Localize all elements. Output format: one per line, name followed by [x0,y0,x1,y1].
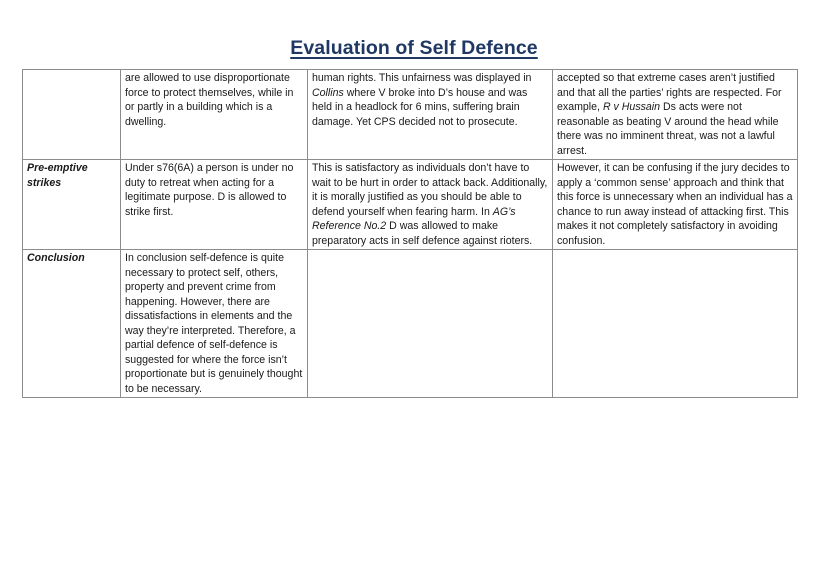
evaluation-cell [308,160,553,250]
table-row [23,70,798,160]
case-name: R v Hussain [602,101,661,113]
case-name: AG’s Reference No.2 [312,205,516,232]
evaluation-table [22,69,798,398]
case-name: Collins [312,86,344,99]
empty-cell [553,250,798,398]
rule-cell: are allowed to use disproportionate force to protect themselves, while in or partly in a building which is a dwelling. [121,70,308,160]
cell-text: accepted so that extreme cases aren’t justified and that all the parties’ rights are respected. For example, [557,72,782,113]
cell-text: human rights. This unfairness was displayed in [312,72,532,84]
empty-cell [308,250,553,398]
cell-text: Ds acts were not reasonable as beating V around the head while there was no imminent threat, was not a lawful arrest. [557,101,779,157]
cell-text: This is satisfactory as individuals don’t have to wait to be hurt in order to attack back. Additionally, it is morally justified as you should be able to defend yourself when fearing harm. In [312,162,548,218]
row-heading-cell [23,70,121,160]
table-row [23,160,798,250]
cell-text: where V broke into D’s house and was held in a headlock for 6 mins, suffering brain damage. Yet CPS decided not to prosecute. [312,86,528,128]
counter-evaluation-cell [553,70,798,160]
row-heading-cell: Pre-emptive strikes [23,160,121,250]
counter-evaluation-cell: However, it can be confusing if the jury decides to apply a ‘common sense’ approach and think that this force is unnecessary when an individual has a chance to run away instead of attacking first. This makes it not completely satisfactory in avoiding confusion. [553,160,798,250]
table-row [23,250,798,398]
page-title: Evaluation of Self Defence [290,37,538,59]
rule-cell: Under s76(6A) a person is under no duty to retreat when acting for a legitimate purpose. D is allowed to strike first. [121,160,308,250]
row-heading-cell: Conclusion [23,250,121,398]
cell-text: D was allowed to make preparatory acts in self defence against rioters. [312,220,533,247]
evaluation-cell [308,70,553,160]
conclusion-cell: In conclusion self-defence is quite necessary to protect self, others, property and prevent crime from happening. However, there are dissatisfactions in elements and the way they’re interpreted. Therefore, a partial defence of self-defence is suggested for where the force isn’t proportionate but is genuinely thought to be necessary. [121,250,308,398]
